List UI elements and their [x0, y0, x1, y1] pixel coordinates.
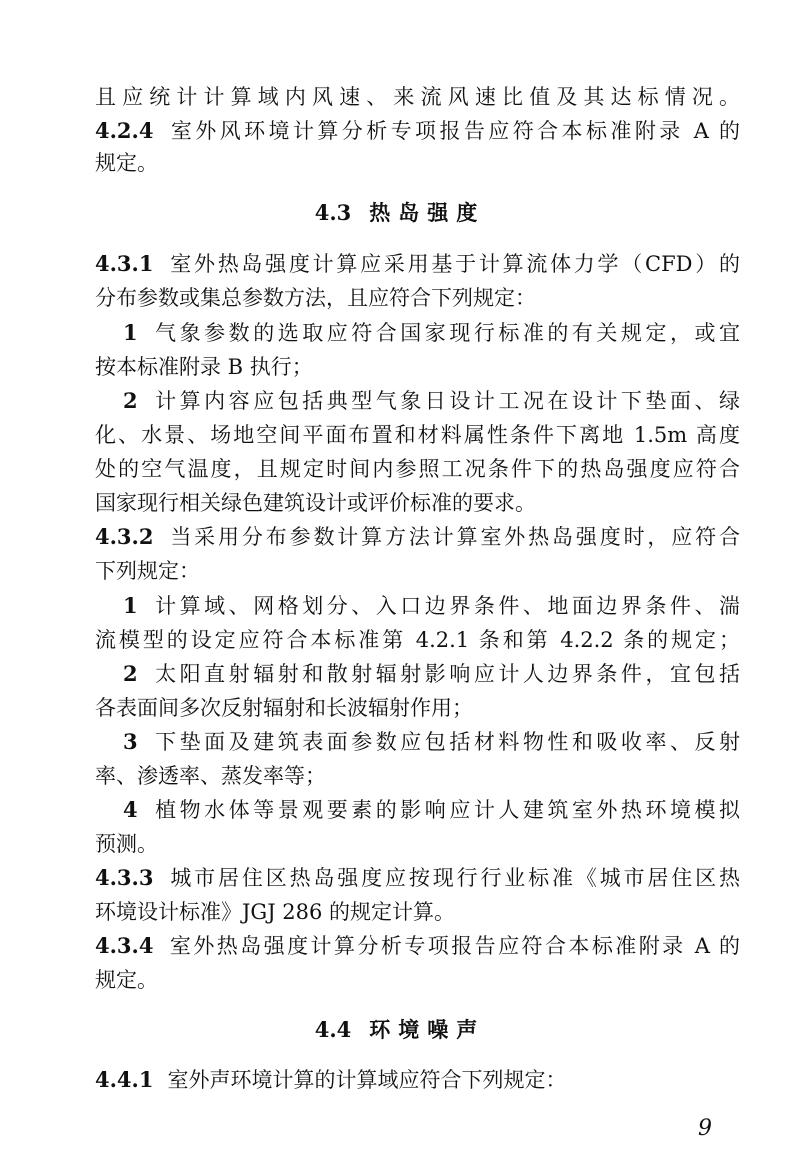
- text-line: 且应统计计算域内风速、来流风速比值及其达标情况。: [95, 85, 740, 109]
- clause-4-3-4: 4.3.4 室外热岛强度计算分析专项报告应符合本标准附录 A 的: [95, 933, 740, 958]
- text-line: 分布参数或集总参数方法，且应符合下列规定：: [95, 286, 536, 310]
- list-item: 4 植物水体等景观要素的影响应计人建筑室外热环境模拟: [123, 797, 740, 822]
- text-line: 各表面间多次反射辐射和长波辐射作用；: [95, 696, 473, 720]
- clause-4-2-4: 4.2.4 室外风环境计算分析专项报告应符合本标准附录 A 的: [95, 118, 740, 143]
- text-line: 规定。: [95, 151, 158, 175]
- list-item: 1 计算域、网格划分、入口边界条件、地面边界条件、湍: [123, 593, 740, 618]
- text-line: 流模型的设定应符合本标准第 4.2.1 条和第 4.2.2 条的规定；: [95, 628, 740, 652]
- section-heading-4-4: 4.4 环境噪声: [314, 1017, 486, 1042]
- text-line: 国家现行相关绿色建筑设计或评价标准的要求。: [95, 491, 536, 515]
- text-line: 化、水景、场地空间平面布置和材料属性条件下离地 1.5m 高度: [95, 423, 740, 447]
- list-item: 2 太阳直射辐射和散射辐射影响应计人边界条件，宜包括: [123, 661, 740, 686]
- list-item: 3 下垫面及建筑表面参数应包括材料物性和吸收率、反射: [123, 729, 740, 754]
- text-line: 规定。: [95, 968, 158, 992]
- text-line: 按本标准附录 B 执行；: [95, 355, 313, 379]
- clause-4-3-1: 4.3.1 室外热岛强度计算应采用基于计算流体力学（CFD）的: [95, 251, 740, 276]
- text-line: 预测。: [95, 832, 158, 856]
- text-line: 处的空气温度，且规定时间内参照工况条件下的热岛强度应符合: [95, 457, 740, 481]
- section-heading-4-3: 4.3 热岛强度: [314, 200, 486, 225]
- list-item: 2 计算内容应包括典型气象日设计工况在设计下垫面、绿: [123, 388, 740, 413]
- text-line: 下列规定：: [95, 559, 200, 583]
- list-item: 1 气象参数的选取应符合国家现行标准的有关规定，或宜: [123, 320, 740, 345]
- text-line: 率、渗透率、蒸发率等；: [95, 764, 326, 788]
- clause-4-4-1: 4.4.1 室外声环境计算的计算域应符合下列规定：: [95, 1067, 567, 1092]
- text-line: 环境设计标准》JGJ 286 的规定计算。: [95, 900, 456, 924]
- clause-4-3-3: 4.3.3 城市居住区热岛强度应按现行行业标准《城市居住区热: [95, 865, 740, 890]
- page-number: 9: [698, 1116, 712, 1141]
- clause-4-3-2: 4.3.2 当采用分布参数计算方法计算室外热岛强度时，应符合: [95, 524, 740, 549]
